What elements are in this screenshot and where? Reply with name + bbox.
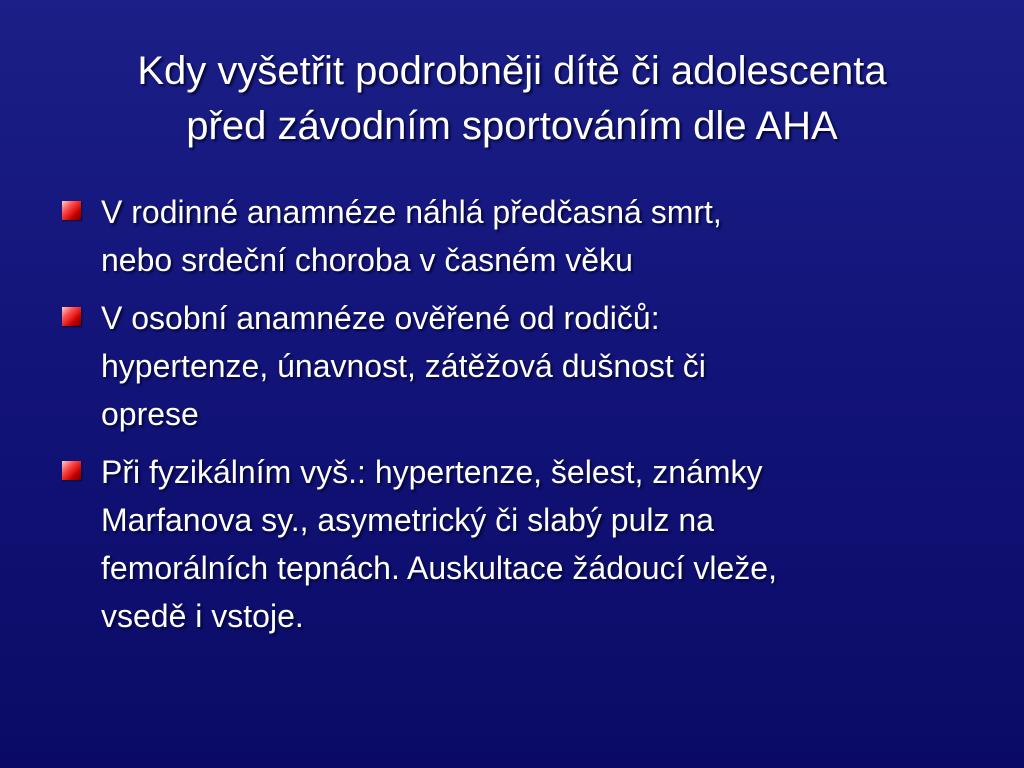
red-square-bullet-icon <box>62 201 81 220</box>
bullet-item-family-history <box>62 188 962 284</box>
bullet-text-line: vsedě i vstoje. <box>101 598 304 634</box>
bullet-text-line: femorálních tepnách. Auskultace žádoucí vleže, <box>101 550 777 586</box>
bullet-list <box>62 188 962 650</box>
slide-title-line: Kdy vyšetřit podrobněji dítě či adolescenta <box>137 49 887 93</box>
bullet-text-line: V rodinné anamnéze náhlá předčasná smrt, <box>101 194 722 230</box>
red-square-bullet-icon <box>62 461 81 480</box>
bullet-text-line: hypertenze, únavnost, zátěžová dušnost či <box>101 348 706 384</box>
bullet-item-personal-history <box>62 294 962 438</box>
slide-title-line: před závodním sportováním dle AHA <box>186 104 838 148</box>
bullet-text-line: nebo srdeční choroba v časném věku <box>101 242 633 278</box>
bullet-text-line: Marfanova sy., asymetrický či slabý pulz na <box>101 502 714 538</box>
bullet-text-line: oprese <box>101 396 199 432</box>
slide-title <box>60 44 964 154</box>
red-square-bullet-icon <box>62 307 81 326</box>
bullet-text-line: V osobní anamnéze ověřené od rodičů: <box>101 300 660 336</box>
bullet-item-physical-exam <box>62 448 962 640</box>
bullet-text-line: Při fyzikálním vyš.: hypertenze, šelest, známky <box>101 454 763 490</box>
